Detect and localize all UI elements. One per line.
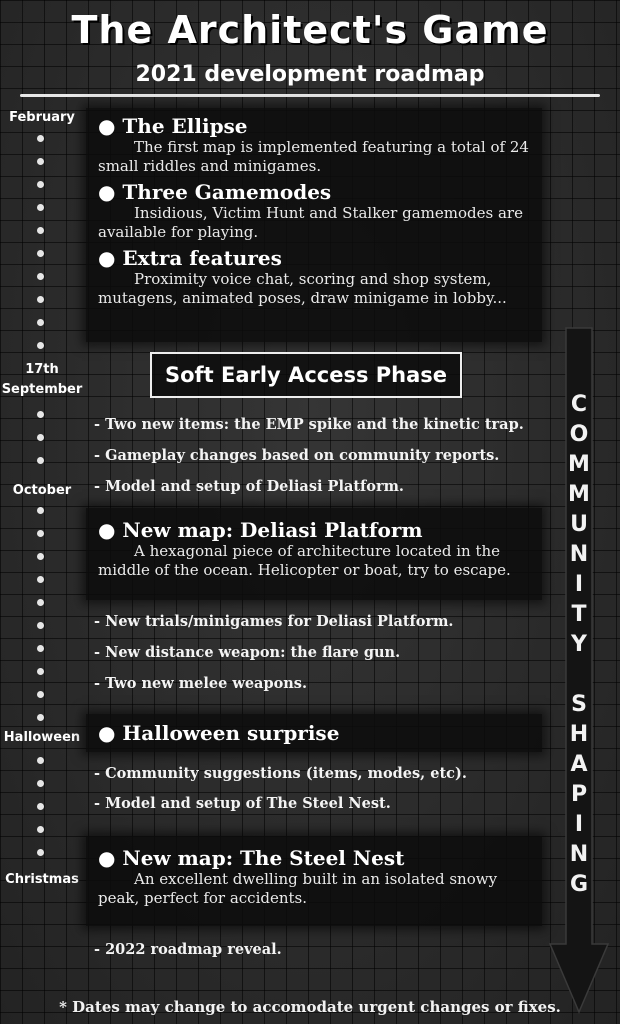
timeline-dot	[37, 434, 44, 441]
february-panel	[86, 108, 542, 342]
arrow-letter: N	[569, 842, 589, 867]
panel-desc-extras: Proximity voice chat, scoring and shop system, mutagens, animated poses, draw minigame in lobby...	[98, 270, 507, 307]
timeline-dot	[37, 668, 44, 675]
timeline-dot	[37, 204, 44, 211]
arrow-letter: N	[569, 542, 589, 567]
panel-title-gamemodes: ● Three Gamemodes	[98, 180, 332, 204]
timeline-dot	[37, 780, 44, 787]
timeline-dot	[37, 135, 44, 142]
page-title: The Architect's Game	[71, 8, 549, 52]
timeline-dot	[37, 849, 44, 856]
timeline-dot	[37, 158, 44, 165]
steelnest-panel	[86, 836, 542, 926]
arrow-letter: H	[569, 722, 589, 747]
deliasi-panel	[86, 508, 542, 600]
arrow-letter: O	[569, 422, 589, 447]
panel-title-steelnest: ● New map: The Steel Nest	[98, 846, 405, 870]
timeline-dot	[37, 803, 44, 810]
arrow-letter: I	[574, 572, 584, 597]
phase-label: Soft Early Access Phase	[164, 363, 448, 387]
timeline-dot	[37, 530, 44, 537]
timeline-dot	[37, 599, 44, 606]
date-october: October	[12, 483, 72, 498]
arrow-letter: U	[570, 512, 588, 537]
bullet-flare-gun: - New distance weapon: the flare gun.	[94, 644, 401, 661]
panel-desc-ellipse: The first map is implemented featuring a total of 24 small riddles and minigames.	[98, 138, 529, 175]
arrow-letter: A	[570, 752, 588, 777]
timeline-dot	[37, 622, 44, 629]
timeline-dot	[37, 645, 44, 652]
date-february: February	[9, 110, 75, 125]
bullet-trials: - New trials/minigames for Deliasi Platform.	[94, 613, 454, 630]
arrow-letter: S	[571, 692, 587, 717]
bullet-community-suggestions: - Community suggestions (items, modes, etc).	[94, 765, 467, 782]
timeline-dot	[37, 757, 44, 764]
arrow-letter: M	[568, 452, 590, 477]
arrow-letter: T	[571, 602, 587, 627]
timeline-dot	[37, 553, 44, 560]
panel-title-ellipse: ● The Ellipse	[98, 114, 248, 138]
title-divider	[20, 94, 600, 97]
timeline-dot	[37, 319, 44, 326]
arrow-letter: G	[569, 872, 589, 897]
bullet-steel-nest-setup: - Model and setup of The Steel Nest.	[94, 795, 391, 812]
arrow-letter: P	[570, 782, 588, 807]
panel-title-extras: ● Extra features	[98, 246, 282, 270]
arrow-letter: M	[568, 482, 590, 507]
panel-title-halloween: ● Halloween surprise	[98, 721, 340, 745]
phase-banner	[150, 352, 462, 398]
timeline-dot	[37, 296, 44, 303]
timeline-dot	[37, 714, 44, 721]
timeline-dot	[37, 250, 44, 257]
timeline-dot	[37, 273, 44, 280]
date-christmas: Christmas	[5, 872, 79, 887]
page-subtitle: 2021 development roadmap	[135, 62, 485, 87]
timeline-dot	[37, 457, 44, 464]
arrow-letter: I	[574, 812, 584, 837]
timeline-dot	[37, 342, 44, 349]
date-halloween: Halloween	[3, 730, 81, 745]
panel-desc-steelnest: An excellent dwelling built in an isolated snowy peak, perfect for accidents.	[98, 870, 498, 907]
halloween-panel	[86, 714, 542, 752]
arrow-letter: Y	[571, 632, 587, 657]
timeline-dot	[37, 691, 44, 698]
timeline-dot	[37, 181, 44, 188]
timeline-dot	[37, 507, 44, 514]
timeline-dot	[37, 576, 44, 583]
date-september-month: September	[1, 382, 83, 397]
timeline-dot	[37, 411, 44, 418]
bullet-roadmap-reveal: - 2022 roadmap reveal.	[94, 941, 282, 958]
date-september-day: 17th	[25, 362, 59, 377]
timeline-dot	[37, 826, 44, 833]
timeline-dot	[37, 227, 44, 234]
footnote: * Dates may change to accomodate urgent changes or fixes.	[59, 998, 561, 1016]
panel-desc-deliasi: A hexagonal piece of architecture located in the middle of the ocean. Helicopter or boat, try to escape.	[98, 542, 511, 579]
arrow-letter: C	[570, 392, 588, 417]
bullet-emp-spike: - Two new items: the EMP spike and the kinetic trap.	[94, 416, 524, 433]
bullet-deliasi-setup: - Model and setup of Deliasi Platform.	[94, 478, 404, 495]
bullet-gameplay-changes: - Gameplay changes based on community reports.	[94, 447, 500, 464]
bullet-melee: - Two new melee weapons.	[94, 675, 308, 692]
panel-title-deliasi: ● New map: Deliasi Platform	[98, 518, 423, 542]
panel-desc-gamemodes: Insidious, Victim Hunt and Stalker gamemodes are available for playing.	[98, 204, 523, 241]
